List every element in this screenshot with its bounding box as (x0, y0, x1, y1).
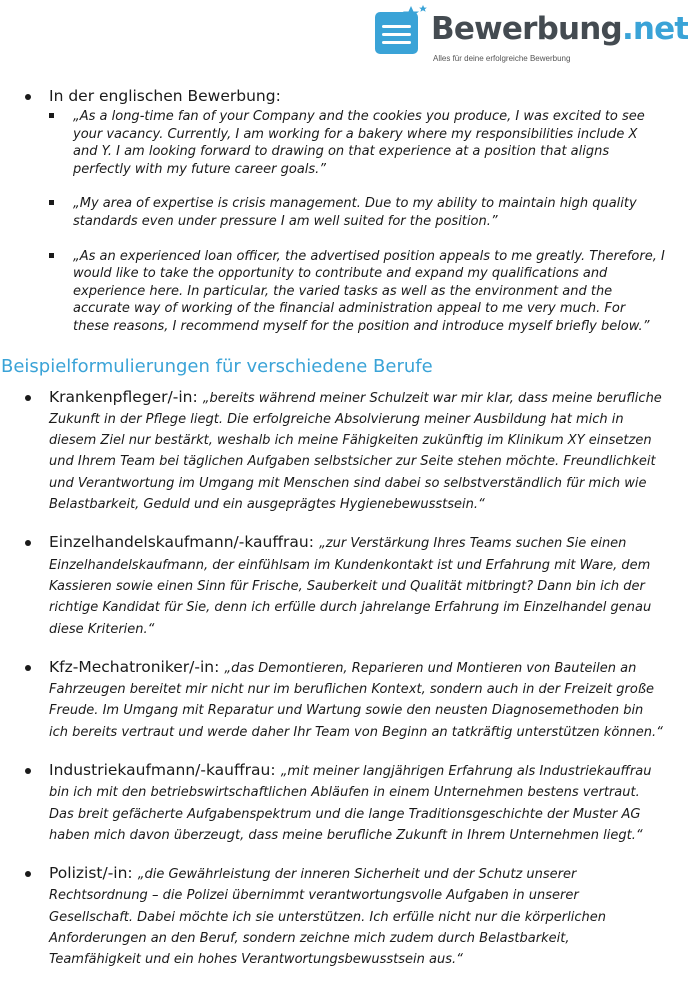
profession-title: Krankenpfleger/-in: (49, 387, 198, 406)
english-section-item (0, 86, 679, 336)
logo-brand-tld: .net (621, 11, 688, 47)
english-examples-list (49, 108, 665, 336)
logo-tagline: Alles für deine erfolgreiche Bewerbung (433, 54, 571, 63)
logo-brand-name: Bewerbung (431, 11, 622, 47)
profession-item-krankenpfleger (0, 387, 679, 515)
profession-quote: „zur Verstärkung Ihres Teams suchen Sie einen Einzelhandelskaufmann, der einfühlsam im Kundenkontakt ist und Erfahrung mit Ware, dem Kassieren sowie einen Sinn für Frische, Sauberkeit und Qualität mitbringt? Dann bin ich der richtige Kandidat für Sie, denn ich erfülle durch jahrelange Erfahrung im Einzelhandel genau diese Kriterien.“ (49, 536, 652, 637)
profession-quote: „die Gewährleistung der inneren Sicherheit und der Schutz unserer Rechtsordnung – die Polizei übernimmt verantwortungsvolle Aufgaben in unserer Gesellschaft. Dabei möchte ich sie unterstützen. Ich erfülle nicht nur die körperlichen Anforderungen an den Beruf, sondern zeichne mich zudem durch Belastbarkeit, Teamfähigkeit und ein hohes Verantwortungsbewusstsein aus.“ (49, 867, 606, 968)
profession-quote: „bereits während meiner Schulzeit war mir klar, dass meine berufliche Zukunft in der Pflege liegt. Die erfolgreiche Absolvierung meiner Ausbildung hat mich in diesem Ziel nur bestärkt, weshalb ich meine Fähigkeiten zukünftig im Klinikum XY einsetzen und Ihrem Team bei täglichen Aufgaben selbstsicher zur Seite stehen möchte. Freundlichkeit und Verantwortung im Umgang mit Menschen sind dabei so selbstverständlich für mich wie Belastbarkeit, Geduld und ein ausgeprägtes Hygienebewusstsein.“ (49, 390, 662, 513)
document-body (0, 86, 679, 988)
profession-title: Industriekaufmann/-kauffrau: (49, 760, 276, 779)
english-example-2: „My area of expertise is crisis management. Due to my ability to maintain high quality standards even under pressure I am well suited for the position.” (49, 195, 665, 230)
logo-wordmark (431, 11, 688, 47)
english-example-3: „As an experienced loan officer, the advertised position appeals to me greatly. Therefore, I would like to take the opportunity to contribute and expand my qualifications and experience here. In particular, the varied tasks as well as the environment and the accurate way of working of the financial administration appeal to me very much. For these reasons, I recommend myself for the position and introduce myself briefly below.” (49, 248, 665, 336)
section-title-professions: Beispielformulierungen für verschiedene Berufe (1, 355, 433, 377)
profession-title: Einzelhandelskaufmann/-kauffrau: (49, 533, 314, 552)
profession-title: Polizist/-in: (49, 864, 133, 883)
document-list-icon (373, 5, 431, 57)
professions-list (0, 387, 679, 970)
profession-item-kfz-mechatroniker (0, 657, 679, 742)
english-section-heading: In der englischen Bewerbung: (49, 87, 281, 105)
profession-quote: „mit meiner langjährigen Erfahrung als Industriekauffrau bin ich mit den betriebswirtschaftlichen Abläufen in einem Unternehmen bestens vertraut. Das breit gefächerte Aufgabenspektrum und die lange Traditionsgeschichte der Muster AG haben mich davon überzeugt, dass meine berufliche Zukunft in Ihrem Unternehmen liegt.“ (49, 763, 652, 843)
brand-logo[interactable] (373, 5, 688, 67)
profession-quote: „das Demontieren, Reparieren und Montieren von Bauteilen an Fahrzeugen bereitet mir nicht nur im beruflichen Kontext, sondern auch in der Freizeit große Freude. Im Umgang mit Reparatur und Wartung sowie den neusten Diagnosemethoden bin ich bereits vertraut und werde daher Ihr Team von Beginn an tatkräftig unterstützen können.“ (49, 660, 663, 740)
english-example-1: „As a long-time fan of your Company and the cookies you produce, I was excited to see your vacancy. Currently, I am working for a bakery where my responsibilities include X and Y. I am looking forward to drawing on that experience at a position that aligns perfectly with my future career goals.” (49, 108, 665, 178)
profession-item-einzelhandelskaufmann (0, 532, 679, 638)
profession-title: Kfz-Mechatroniker/-in: (49, 657, 220, 676)
profession-item-industriekaufmann (0, 760, 679, 845)
profession-item-polizist (0, 863, 679, 969)
english-section-list (0, 86, 679, 336)
